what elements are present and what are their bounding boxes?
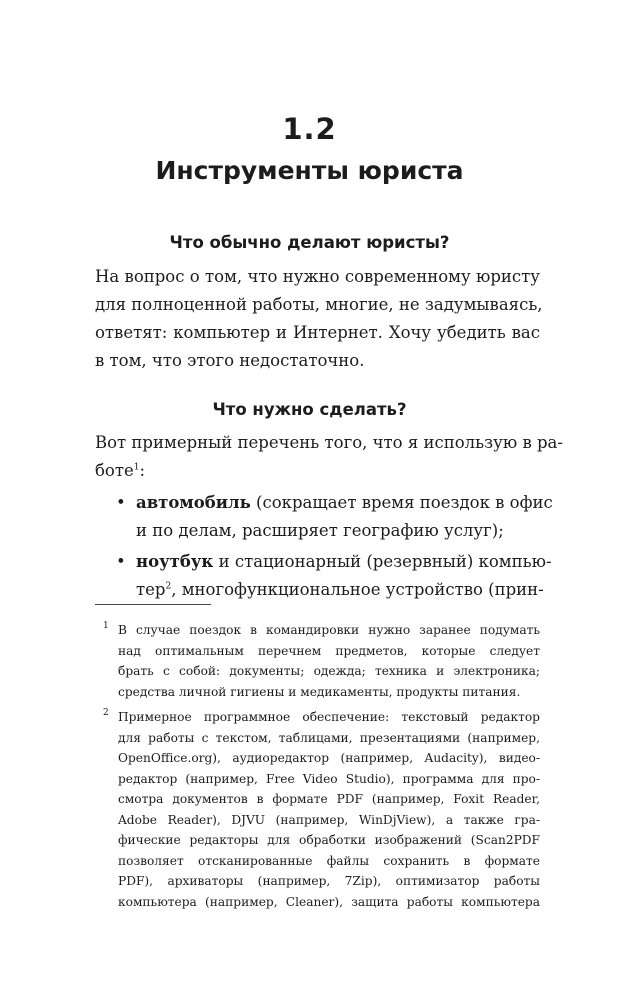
footnote-mark: 1 <box>103 621 109 631</box>
subsection-heading-1: Что обычно делают юристы? <box>169 233 450 252</box>
subsection-heading-2: Что нужно сделать? <box>212 400 407 419</box>
footnote-ref-2[interactable]: 2 <box>165 581 172 592</box>
bullet-icon: • <box>116 493 126 512</box>
footnote-line: фические редакторы для обработки изображений (Scan2PDF <box>118 833 540 847</box>
list-item-line: и по делам, расширяет географию услуг); <box>136 521 504 540</box>
list-item-line: тер$^2$, многофункциональное устройство (прин- <box>136 580 544 599</box>
footnote-line: PDF), архиваторы (например, 7Zip), оптимизатор работы <box>118 874 540 888</box>
footnote-line: редактор (например, Free Video Studio), программа для про- <box>118 771 540 786</box>
list-item-term: ноутбук <box>136 552 214 571</box>
paragraph-line: боте$^1$: <box>95 461 146 480</box>
footnote-line: средства личной гигиены и медикаменты, продукты питания. <box>118 684 521 699</box>
paragraph-1 <box>95 263 543 375</box>
paragraph-line: На вопрос о том, что нужно современному юристу <box>95 267 540 286</box>
list-item-line: автомобиль (сокращает время поездок в офис <box>136 493 553 512</box>
footnote-line: OpenOffice.org), аудиоредактор (например, Audacity), видео- <box>118 751 540 765</box>
footnote-line: для работы с текстом, таблицами, презентациями (например, <box>118 730 540 745</box>
footnote-line: В случае поездок в командировки нужно заранее подумать <box>118 623 540 637</box>
footnote-divider <box>95 604 211 605</box>
list-item-term: автомобиль <box>136 493 251 512</box>
footnote-line: над оптимальным перечнем предметов, которые следует <box>118 643 540 658</box>
footnote-2 <box>118 707 540 912</box>
footnote-line: брать с собой: документы; одежда; техника и электроника; <box>118 664 540 678</box>
list-item-line: ноутбук и стационарный (резервный) компью- <box>136 552 552 571</box>
footnote-1 <box>118 620 540 702</box>
footnote-line: Примерное программное обеспечение: текстовый редактор <box>118 710 540 724</box>
paragraph-line: Вот примерный перечень того, что я использую в ра- <box>95 433 563 452</box>
paragraph-line: в том, что этого недостаточно. <box>95 351 365 370</box>
list-item <box>136 489 553 545</box>
paragraph-line: ответят: компьютер и Интернет. Хочу убедить вас <box>95 323 540 342</box>
footnote-line: позволяет отсканированные файлы сохранить в формате <box>118 853 540 868</box>
footnote-mark: 2 <box>103 708 109 718</box>
footnote-line: компьютера (например, Cleaner), защита работы компьютера <box>118 894 540 909</box>
paragraph-2 <box>95 429 563 485</box>
footnote-ref-1[interactable]: 1 <box>133 462 140 473</box>
section-title: Инструменты юриста <box>155 156 464 185</box>
footnote-line: Adobe Reader), DJVU (например, WinDjView), а также гра- <box>118 812 540 827</box>
paragraph-line: для полноценной работы, многие, не задумываясь, <box>95 295 543 314</box>
list-item <box>136 548 552 604</box>
footnote-line: смотра документов в формате PDF (например, Foxit Reader, <box>118 792 540 806</box>
bullet-icon: • <box>116 552 126 571</box>
section-number: 1.2 <box>282 112 337 146</box>
